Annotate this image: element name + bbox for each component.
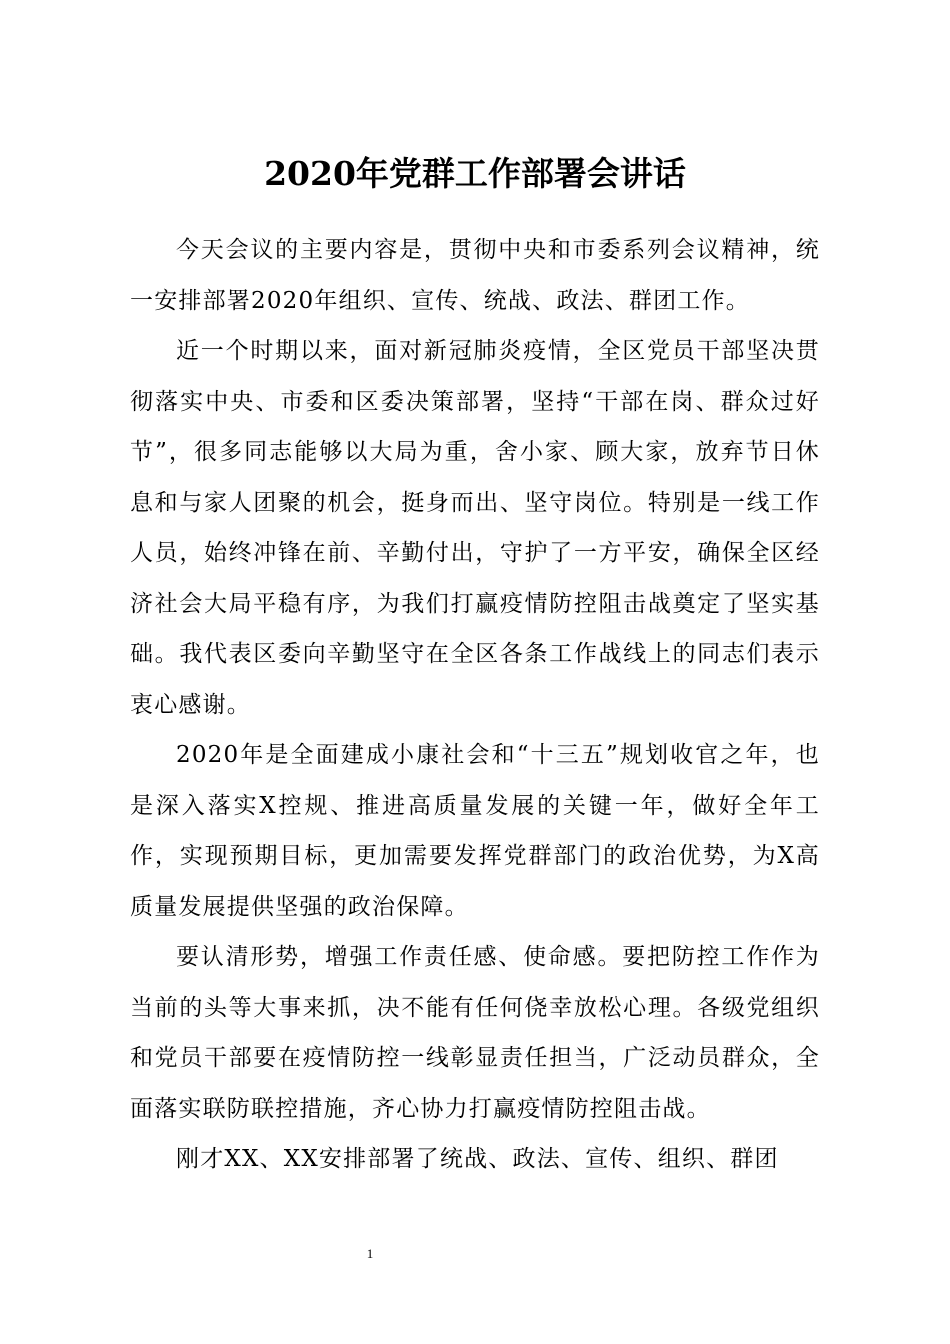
page-number: 1 [366, 1246, 374, 1261]
paragraph-4: 要认清形势，增强工作责任感、使命感。要把防控工作作为当前的头等大事来抓，决不能有任何侥幸放松心理。各级党组织和党员干部要在疫情防控一线彰显责任担当，广泛动员群众，全面落实联防联控措施，齐心协力打赢疫情防控阻击战。 [130, 944, 820, 1122]
paragraph-3: 2020年是全面建成小康社会和“十三五”规划收官之年，也是深入落实X控规、推进高质量发展的关键一年，做好全年工作，实现预期目标，更加需要发挥党群部门的政治优势，为X高质量发展提供坚强的政治保障。 [130, 742, 820, 920]
document-title: 2020年党群工作部署会讲话 [264, 154, 686, 193]
paragraph-1: 今天会议的主要内容是，贯彻中央和市委系列会议精神，统一安排部署2020年组织、宣传、统战、政法、群团工作。 [130, 237, 820, 314]
document-body [130, 225, 820, 1185]
paragraph-2: 近一个时期以来，面对新冠肺炎疫情，全区党员干部坚决贯彻落实中央、市委和区委决策部署，坚持“干部在岗、群众过好节”，很多同志能够以大局为重，舍小家、顾大家，放弃节日休息和与家人团聚的机会，挺身而出、坚守岗位。特别是一线工作人员，始终冲锋在前、辛勤付出，守护了一方平安，确保全区经济社会大局平稳有序，为我们打赢疫情防控阻击战奠定了坚实基础。我代表区委向辛勤坚守在全区各条工作战线上的同志们表示衷心感谢。 [130, 338, 820, 718]
paragraph-5: 刚才XX、XX安排部署了统战、政法、宣传、组织、群团 [176, 1146, 779, 1172]
